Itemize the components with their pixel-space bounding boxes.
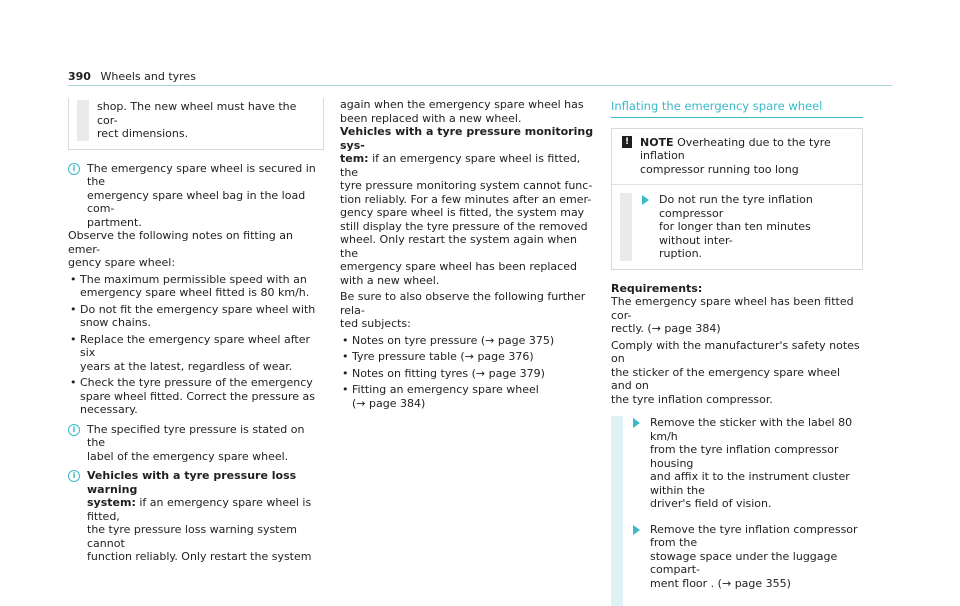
comply-text: Comply with the manufacturer's safety notes on the sticker of the emergency spare wheel and on the tyre inflation compressor. <box>611 338 860 406</box>
play-step-icon <box>633 525 640 535</box>
page-number: 390 <box>68 70 91 83</box>
requirements-heading: Requirements: <box>611 281 703 295</box>
continued-warning-box <box>68 98 324 150</box>
list-item[interactable] <box>340 367 598 381</box>
note-body: if an emergency spare wheel is fitted, the tyre pressure loss warning system cannot function reliably. Only restart the system <box>87 496 312 563</box>
requirement-text <box>611 295 863 336</box>
step-body: Remove the tyre inflation compressor from the stowage space under the luggage compart- ment floor . ( <box>650 522 858 590</box>
column-1 <box>68 98 324 564</box>
arrow-icon: → <box>475 366 486 380</box>
list-item: • Do not fit the emergency spare wheel with snow chains. <box>68 303 324 330</box>
step-bar <box>611 416 623 606</box>
notice-text <box>640 136 854 177</box>
page-link[interactable]: page 375) <box>497 333 555 347</box>
arrow-icon: → <box>485 333 495 347</box>
page-link[interactable]: page 376) <box>477 350 534 363</box>
column-3 <box>611 98 863 602</box>
notice-bar <box>620 193 632 261</box>
continued-note-text: again when the emergency spare wheel has been replaced with a new wheel. <box>340 98 584 125</box>
info-note <box>68 423 324 464</box>
page-link[interactable]: page 384) <box>369 396 426 410</box>
link-text: Notes on tyre pressure ( <box>352 333 486 347</box>
warning-bar <box>77 100 89 141</box>
page-link[interactable]: page 379) <box>488 366 545 380</box>
notice-step-text: Do not run the tyre inflation compressor for longer than ten minutes without inter- ruption. <box>659 193 813 260</box>
note-text <box>87 469 324 564</box>
notice-step <box>620 193 854 261</box>
page-link[interactable]: page 355) <box>734 576 791 590</box>
list-item: • Check the tyre pressure of the emergency spare wheel fitted. Correct the pressure as necessary. <box>68 376 324 417</box>
notice-header <box>620 136 854 177</box>
list-item: • Replace the emergency spare wheel after six years at the latest, regardless of wear. <box>68 333 324 374</box>
arrow-icon: → <box>651 322 661 335</box>
header-divider <box>68 85 892 86</box>
page-header <box>68 70 196 84</box>
step-1 <box>623 416 863 511</box>
column-2 <box>340 98 598 413</box>
section-title: Wheels and tyres <box>100 70 196 83</box>
notice-box <box>611 128 863 270</box>
note-body: if an emergency spare wheel is fitted, the tyre pressure monitoring system cannot func- tion reliably. For a few minutes after an emer- gency spare wheel is fitted, the system may still display the tyre pressure of the removed wheel. Only restart the system again when the emergency spare wheel has been replaced with a new wheel. <box>340 152 593 287</box>
observe-text: Observe the following notes on fitting an emer- gency spare wheel: <box>68 229 293 269</box>
link-text: Fitting an emergency spare wheel ( <box>352 383 539 410</box>
link-text: Notes on fitting tyres ( <box>352 366 476 380</box>
procedure-steps <box>611 416 863 590</box>
observe-text: Be sure to also observe the following further rela- ted subjects: <box>340 290 586 330</box>
related-topics-list <box>340 334 598 411</box>
play-step-icon <box>633 418 640 428</box>
fitting-notes-list <box>68 273 324 417</box>
info-icon: i <box>68 424 80 436</box>
notice-body: Overheating due to the tyre inflation compressor running too long <box>640 135 831 176</box>
info-note <box>68 469 324 564</box>
arrow-icon: → <box>464 350 474 363</box>
notice-label: NOTE <box>640 135 674 149</box>
arrow-icon: → <box>721 576 732 590</box>
info-icon: i <box>68 163 80 175</box>
requirements <box>611 282 863 407</box>
note-heading: Vehicles with a tyre pressure monitoring sys- tem: <box>340 125 594 165</box>
section-heading-rule <box>611 117 863 118</box>
step-text: Remove the sticker with the label 80 km/h from the tyre inflation compressor housing and affix it to the instrument cluster within the driver's field of vision. <box>650 416 853 510</box>
list-item[interactable] <box>340 383 598 410</box>
arrow-icon: → <box>356 396 366 410</box>
warning-icon: ! <box>622 136 632 148</box>
notice-divider <box>612 184 862 185</box>
continued-text: shop. The new wheel must have the cor- rect dimensions. <box>97 100 297 140</box>
info-note <box>68 162 324 230</box>
page-link[interactable]: page 384) <box>664 322 721 335</box>
list-item: • The maximum permissible speed with an emergency spare wheel fitted is 80 km/h. <box>68 273 324 300</box>
requirement-body: The emergency spare wheel has been fitted cor- rectly. ( <box>611 295 854 335</box>
link-text: Tyre pressure table ( <box>352 350 465 363</box>
tpms-note <box>340 125 598 287</box>
note-text: The specified tyre pressure is stated on the label of the emergency spare wheel. <box>87 422 305 463</box>
info-icon: i <box>68 470 80 482</box>
list-item[interactable] <box>340 334 598 348</box>
play-step-icon <box>642 195 649 205</box>
list-item[interactable] <box>340 350 598 364</box>
note-text: The emergency spare wheel is secured in the emergency spare wheel bag in the load com- partment. <box>87 161 316 229</box>
note-heading: Vehicles with a tyre pressure loss warning system: <box>87 469 297 509</box>
section-heading: Inflating the emergency spare wheel <box>611 99 823 113</box>
